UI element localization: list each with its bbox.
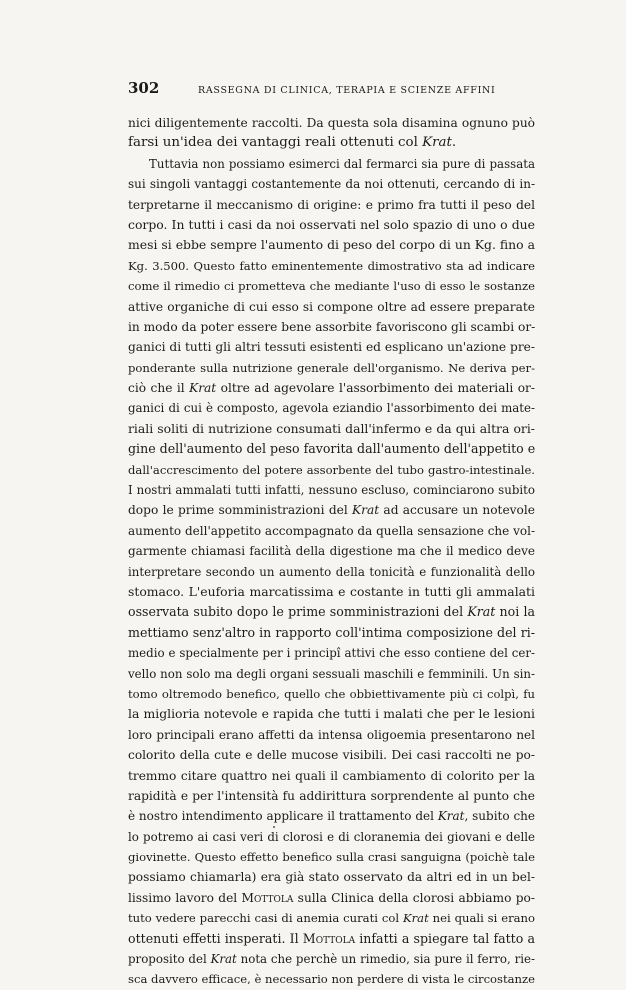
text-line: interpretare secondo un aumento della tonicità e funzionalità dello — [128, 564, 535, 579]
text-line: ganici di tutti gli altri tessuti esistenti ed esplicano un'azione pre- — [128, 340, 535, 355]
text-line: lo potremo ai casi veri di clorosi e di cloranemia dei giovani e delle — [128, 829, 535, 844]
page-number: 302 — [128, 79, 160, 97]
text-line: la miglioria notevole e rapida che tutti i malati che per le lesioni — [128, 706, 535, 722]
italic-word: Krat — [467, 604, 496, 620]
text-line: riali soliti di nutrizione consumati dall'infermo e da qui altra ori- — [128, 420, 535, 436]
text-line: possiamo chiamarla) era già stato osservato da altri ed in un bel- — [128, 870, 535, 885]
italic-word: Krat — [189, 381, 217, 396]
text-line: sca davvero efficace, è necessario non perdere di vista le circostanze — [128, 972, 535, 987]
text-line: garmente chiamasi facilità della digestione ma che il medico deve — [128, 544, 535, 559]
italic-word: Krat — [402, 911, 429, 926]
text-line: mesi si ebbe sempre l'aumento di peso del corpo di un Kg. fino a — [128, 237, 535, 253]
text-line: ganici di cui è composto, agevola eziandio l'assorbimento dei mate- — [128, 401, 535, 416]
text-line: come il rimedio ci prometteva che mediante l'uso di esso le sostanze — [128, 279, 535, 294]
italic-word: Krat — [422, 135, 452, 151]
text-line: colorito della cute e delle mucose visibili. Dei casi raccolti ne po- — [128, 748, 535, 763]
text-line: medio e specialmente per i principî attivi che esso contiene del cer- — [128, 646, 535, 661]
running-title: RASSEGNA DI CLINICA, TERAPIA E SCIENZE AFFINI — [198, 85, 496, 96]
text-line: Kg. 3.500. Questo fatto eminentemente dimostrativo sta ad indicare — [128, 258, 535, 273]
text-line: ponderante sulla nutrizione generale dell'organismo. Ne deriva per- — [128, 360, 535, 375]
text-line: corpo. In tutti i casi da noi osservati nel solo spazio di uno o due — [128, 216, 535, 232]
page-header — [128, 79, 534, 97]
text-line: gine dell'aumento del peso favorita dall'aumento dell'appetito e — [128, 441, 536, 457]
text-line: Tuttavia non possiamo esimerci dal fermarci sia pure di passata — [149, 156, 535, 171]
text-line: tuto vedere parecchi casi di anemia curati col Krat nei quali si erano — [128, 911, 535, 926]
text-line: in modo da poter essere bene assorbite favoriscono gli scambi or- — [128, 319, 536, 334]
text-line: farsi un'idea dei vantaggi reali ottenuti col Krat. — [128, 135, 457, 151]
text-line: aumento dell'appetito accompagnato da quella sensazione che vol- — [128, 523, 535, 538]
text-line: dall'accrescimento del potere assorbente del tubo gastro-intestinale. — [128, 462, 535, 477]
text-line: tomo oltremodo benefico, quello che obbiettivamente più ci colpì, fu — [128, 686, 535, 701]
text-line: mettiamo senz'altro in rapporto coll'intima composizione del ri- — [128, 624, 535, 640]
text-line: terpretarne il meccanismo di origine: e primo fra tutti il peso del — [128, 197, 535, 212]
text-line: loro principali erano affetti da intensa oligoemia presentarono nel — [128, 727, 535, 742]
text-line: nici diligentemente raccolti. Da questa sola disamina ognuno può — [128, 116, 535, 130]
text-line: rapidità e per l'intensità fu addirittura sorprendente al punto che — [128, 788, 535, 803]
italic-word: Krat — [210, 952, 237, 967]
text-line: ottenuti effetti insperati. Il Mottola infatti a spiegare tal fatto a — [128, 930, 535, 946]
ink-speck — [273, 826, 275, 828]
author-name: Mottola — [241, 890, 294, 905]
italic-word: Krat — [352, 503, 380, 518]
text-line: proposito del Krat nota che perchè un rimedio, sia pure il ferro, rie- — [128, 952, 535, 967]
text-line: è nostro intendimento applicare il trattamento del Krat, subito che — [128, 809, 535, 824]
text-line: vello non solo ma degli organi sessuali maschili e femminili. Un sin- — [128, 666, 535, 681]
text-line: giovinette. Questo effetto benefico sulla crasi sanguigna (poichè tale — [128, 850, 535, 865]
italic-word: Krat — [437, 809, 465, 824]
author-name: Mottola — [302, 930, 356, 946]
text-line: lissimo lavoro del Mottola sulla Clinica della clorosi abbiamo po- — [128, 890, 535, 905]
body-text — [128, 113, 535, 990]
text-line: dopo le prime somministrazioni del Krat ad accusare un notevole — [128, 503, 536, 518]
text-line: sui singoli vantaggi costantemente da noi ottenuti, cercando di in- — [128, 177, 535, 192]
text-line: osservata subito dopo le prime somministrazioni del Krat noi la — [128, 604, 535, 620]
text-line: attive organiche di cui esso si compone oltre ad essere preparate — [128, 299, 535, 314]
text-line: I nostri ammalati tutti infatti, nessuno escluso, cominciarono subito — [128, 483, 535, 498]
text-line: stomaco. L'euforia marcatissima e costante in tutti gli ammalati — [128, 583, 535, 599]
text-line: ciò che il Krat oltre ad agevolare l'assorbimento dei materiali or- — [128, 381, 535, 396]
text-line: tremmo citare quattro nei quali il cambiamento di colorito per la — [128, 768, 535, 783]
